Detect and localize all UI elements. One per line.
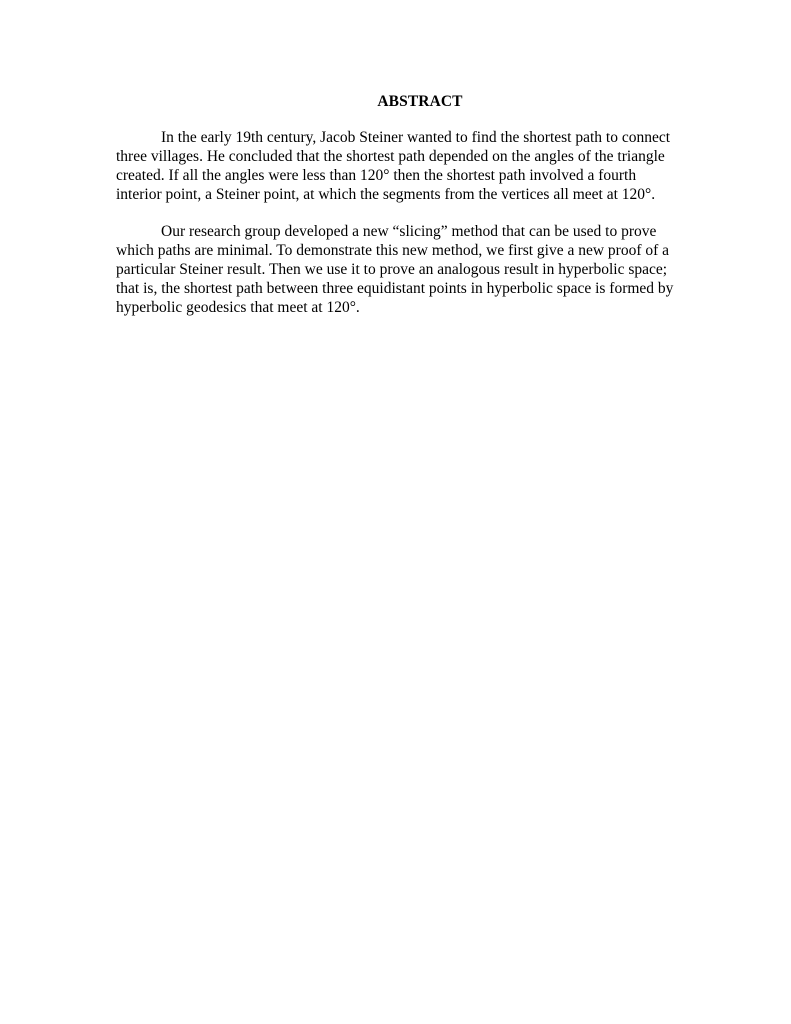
abstract-paragraph-2 — [116, 222, 678, 317]
abstract-paragraph-1 — [116, 128, 678, 204]
paragraph-line: hyperbolic geodesics that meet at 120°. — [116, 299, 360, 316]
paragraph-line: Our research group developed a new “slicing” method that can be used to prove — [161, 223, 657, 240]
paragraph-line: interior point, a Steiner point, at which the segments from the vertices all meet at 120°. — [116, 186, 656, 203]
paragraph-line: particular Steiner result. Then we use it to prove an analogous result in hyperbolic space; — [116, 261, 668, 278]
abstract-title: ABSTRACT — [377, 93, 463, 110]
paragraph-line: that is, the shortest path between three equidistant points in hyperbolic space is formed by — [116, 280, 674, 297]
paragraph-line: created. If all the angles were less than 120° then the shortest path involved a fourth — [116, 167, 637, 184]
paragraph-line: In the early 19th century, Jacob Steiner wanted to find the shortest path to connect — [161, 129, 671, 146]
paragraph-line: which paths are minimal. To demonstrate this new method, we first give a new proof of a — [116, 242, 670, 259]
paragraph-line: three villages. He concluded that the shortest path depended on the angles of the triangle — [116, 148, 665, 165]
abstract-section — [116, 92, 678, 317]
